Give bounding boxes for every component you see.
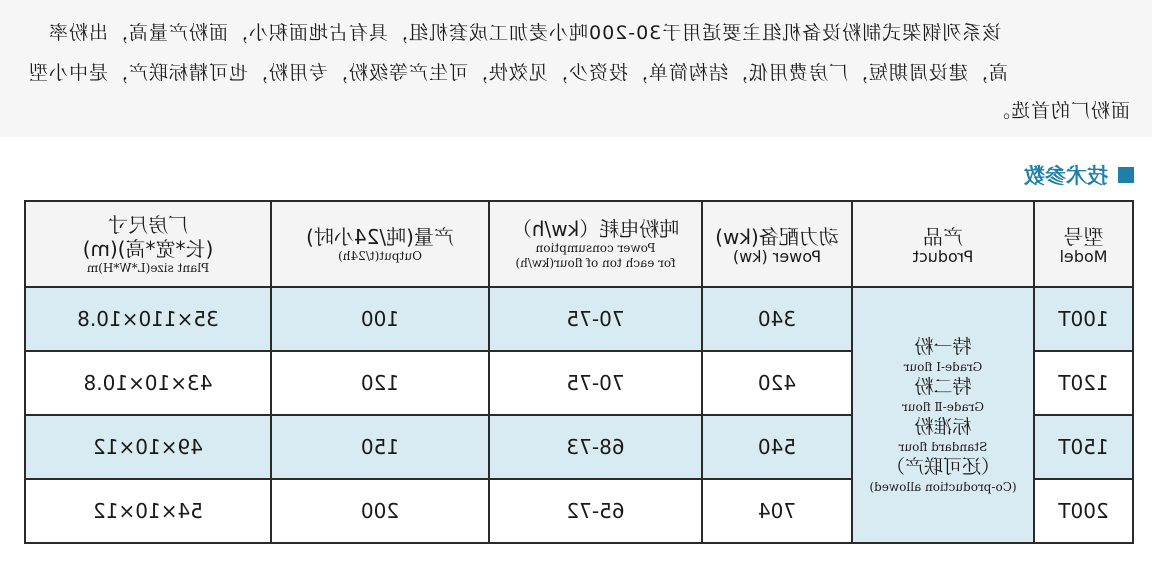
intro-line-2: 高，建设周期短，厂房费用低，结构简单，投资少，见效快，可生产等级粉，专用粉，也可精标联产，是中小型: [28, 62, 1009, 84]
cell-plant: 43×10×10.8: [25, 351, 271, 415]
header-consumption-en2: for each ton of flour(kw/h): [515, 256, 676, 270]
cell-model: 120T: [1034, 351, 1133, 415]
header-consumption-zh: 吨粉电耗（kw/h）: [511, 217, 680, 241]
cell-power: 340: [702, 287, 852, 351]
table-header-row: [25, 201, 1133, 287]
header-power-zh: 动力配备(kw): [715, 224, 839, 249]
cell-power: 540: [702, 415, 852, 479]
header-model-en: Model: [1059, 246, 1108, 266]
header-power: [702, 201, 852, 287]
product-grade1-zh: 特一粉: [914, 336, 972, 358]
product-grade2-en: Grade-Ⅱ flour: [902, 400, 984, 414]
header-model: [1034, 201, 1133, 287]
header-power-en: Power (kw): [732, 246, 822, 266]
header-plant: [25, 201, 271, 287]
product-grade1-en: Grade-Ⅰ flour: [903, 360, 983, 374]
product-cell: [852, 287, 1034, 543]
cell-consumption: 65-72: [489, 479, 702, 543]
square-bullet-icon: [1118, 167, 1134, 183]
header-output-en: Output(t/24h): [338, 248, 422, 263]
cell-model: 100T: [1034, 287, 1133, 351]
cell-consumption: 70-75: [489, 287, 702, 351]
intro-line-3: 面粉厂的首选。: [990, 100, 1131, 122]
cell-plant: 49×10×12: [25, 415, 271, 479]
header-model-zh: 型号: [1063, 224, 1104, 249]
product-coprod-en: (Co-production allowed): [869, 480, 1017, 494]
header-output: [271, 201, 489, 287]
cell-output: 200: [271, 479, 489, 543]
section-header: [1024, 155, 1134, 195]
cell-consumption: 70-75: [489, 351, 702, 415]
cell-plant: 35×110×10.8: [25, 287, 271, 351]
cell-model: 150T: [1034, 415, 1133, 479]
cell-output: 100: [271, 287, 489, 351]
header-product-zh: 产品: [923, 224, 963, 249]
header-consumption-en1: Power consumption: [535, 241, 656, 255]
cell-consumption: 68-73: [489, 415, 702, 479]
header-product: [852, 201, 1034, 287]
cell-output: 120: [271, 351, 489, 415]
cell-power: 704: [702, 479, 852, 543]
product-grade2-zh: 特二粉: [914, 376, 972, 398]
cell-power: 420: [702, 351, 852, 415]
product-coprod-zh: （还可联产）: [886, 456, 1001, 478]
header-product-en: Product: [912, 246, 974, 266]
table-row: [25, 287, 1133, 351]
intro-panel: [0, 0, 1152, 137]
spec-table: [24, 200, 1134, 544]
header-plant-zh2: (长*宽*高)(m): [82, 236, 214, 261]
cell-model: 200T: [1034, 479, 1133, 543]
product-standard-zh: 标准粉: [914, 416, 972, 438]
cell-plant: 54×10×12: [25, 479, 271, 543]
header-output-zh: 产量(吨/24小时): [306, 224, 454, 249]
section-title: 技术参数: [1024, 164, 1108, 188]
product-standard-en: Standard flour: [898, 440, 988, 454]
header-plant-en: Plant size(L*W*H)m: [86, 260, 210, 275]
intro-line-1: 该系列钢架式制粉设备机组主要适用于30-200吨小麦加工成套机组，具有占地面积小，面粉产量高，出粉率: [48, 22, 1002, 44]
header-consumption: [489, 201, 702, 287]
header-plant-zh1: 厂房尺寸: [108, 212, 188, 237]
cell-output: 150: [271, 415, 489, 479]
